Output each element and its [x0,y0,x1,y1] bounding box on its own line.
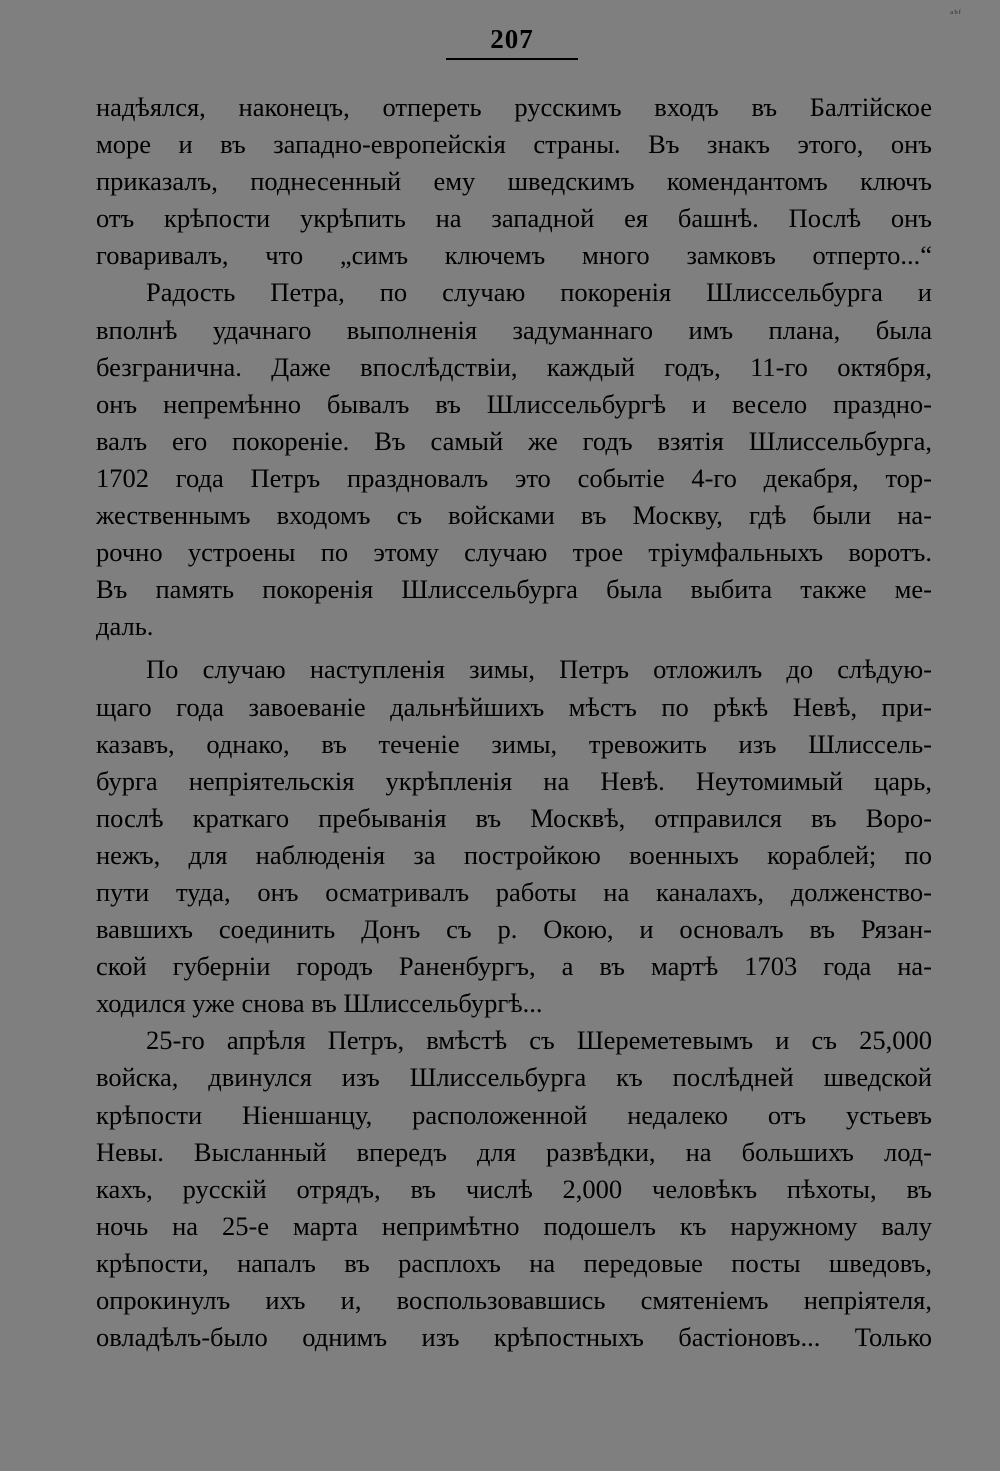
text-line: даль. [96,611,154,642]
text-line: ночь на 25-е марта непримѣтно подошелъ къ наружному валу [96,1210,932,1241]
text-line: ской губерніи городъ Раненбургъ, а въ мартѣ 1703 года на- [96,951,932,982]
text-line: безгранична. Даже впослѣдствіи, каждый годъ, 11-го октября, [96,351,932,382]
text-line: крѣпости, напалъ въ расплохъ на передовые посты шведовъ, [96,1247,932,1278]
text-line: казавъ, однако, въ теченіе зимы, тревожить изъ Шлиссель- [96,728,932,759]
paragraph-2 [96,274,932,645]
text-line: жественнымъ входомъ съ войсками въ Москву, гдѣ были на- [96,500,932,531]
text-line: Радость Петра, по случаю покоренія Шлиссельбурга и [146,277,932,308]
text-line: вавшихъ соединить Донъ съ р. Окою, и основалъ въ Рязан- [96,914,932,945]
text-line: приказалъ, поднесенный ему шведскимъ комендантомъ ключъ [96,166,932,197]
text-line: море и въ западно-европейскія страны. Въ знакъ этого, онъ [96,129,932,160]
page-text [96,89,932,1356]
text-line: Въ память покоренія Шлиссельбурга была выбита также ме- [96,574,932,605]
text-line: вполнѣ удачнаго выполненія задуманнаго имъ плана, была [96,314,932,345]
text-line: онъ непремѣнно бывалъ въ Шлиссельбургѣ и весело праздно- [96,388,932,419]
text-line: отъ крѣпости укрѣпить на западной ея башнѣ. Послѣ онъ [96,203,932,234]
text-line: пути туда, онъ осматривалъ работы на каналахъ, долженство- [96,876,932,907]
text-line: 25-го апрѣля Петръ, вмѣстѣ съ Шереметевымъ и съ 25,000 [146,1025,932,1056]
text-line: войска, двинулся изъ Шлиссельбурга къ послѣдней шведской [96,1062,932,1093]
paragraph-4 [96,1022,932,1356]
text-line: овладѣлъ-было однимъ изъ крѣпостныхъ бастіоновъ... Только [96,1322,932,1353]
text-line: нежъ, для наблюденія за постройкою военныхъ кораблей; по [96,839,932,870]
text-line: бурга непріятельскія укрѣпленія на Невѣ. Неутомимый царь, [96,765,932,796]
text-line: 1702 года Петръ праздновалъ это событіе 4-го декабря, тор- [96,462,932,493]
text-line: крѣпости Ніеншанцу, расположенной недалеко отъ устьевъ [96,1099,932,1130]
page-number: 207 [490,24,534,54]
text-line: надѣялся, наконецъ, отпереть русскимъ входъ въ Балтійское [96,92,932,122]
text-line: говаривалъ, что „симъ ключемъ много замковъ отперто...“ [96,240,932,271]
paragraph-3 [96,651,932,1022]
paragraph-1 [96,89,932,274]
text-line: рочно устроены по этому случаю трое тріумфальныхъ воротъ. [96,537,932,568]
text-line: Невы. Высланный впередъ для развѣдки, на большихъ лод- [96,1136,932,1167]
text-line: кахъ, русскій отрядъ, въ числѣ 2,000 человѣкъ пѣхоты, въ [96,1173,932,1204]
text-line: ходился уже снова въ Шлиссельбургѣ... [96,988,543,1019]
page-number-rule [446,58,578,60]
corner-mark: ᵃᵇᶠ [950,8,962,20]
text-line: щаго года завоеваніе дальнѣйшихъ мѣстъ по рѣкѣ Невѣ, при- [96,691,932,722]
text-line: опрокинулъ ихъ и, воспользовавшись смятеніемъ непріятеля, [96,1285,932,1315]
text-line: послѣ краткаго пребыванія въ Москвѣ, отправился въ Воро- [96,802,932,833]
text-line: По случаю наступленія зимы, Петръ отложилъ до слѣдую- [146,654,932,685]
text-line: валъ его покореніе. Въ самый же годъ взятія Шлиссельбурга, [96,425,932,456]
